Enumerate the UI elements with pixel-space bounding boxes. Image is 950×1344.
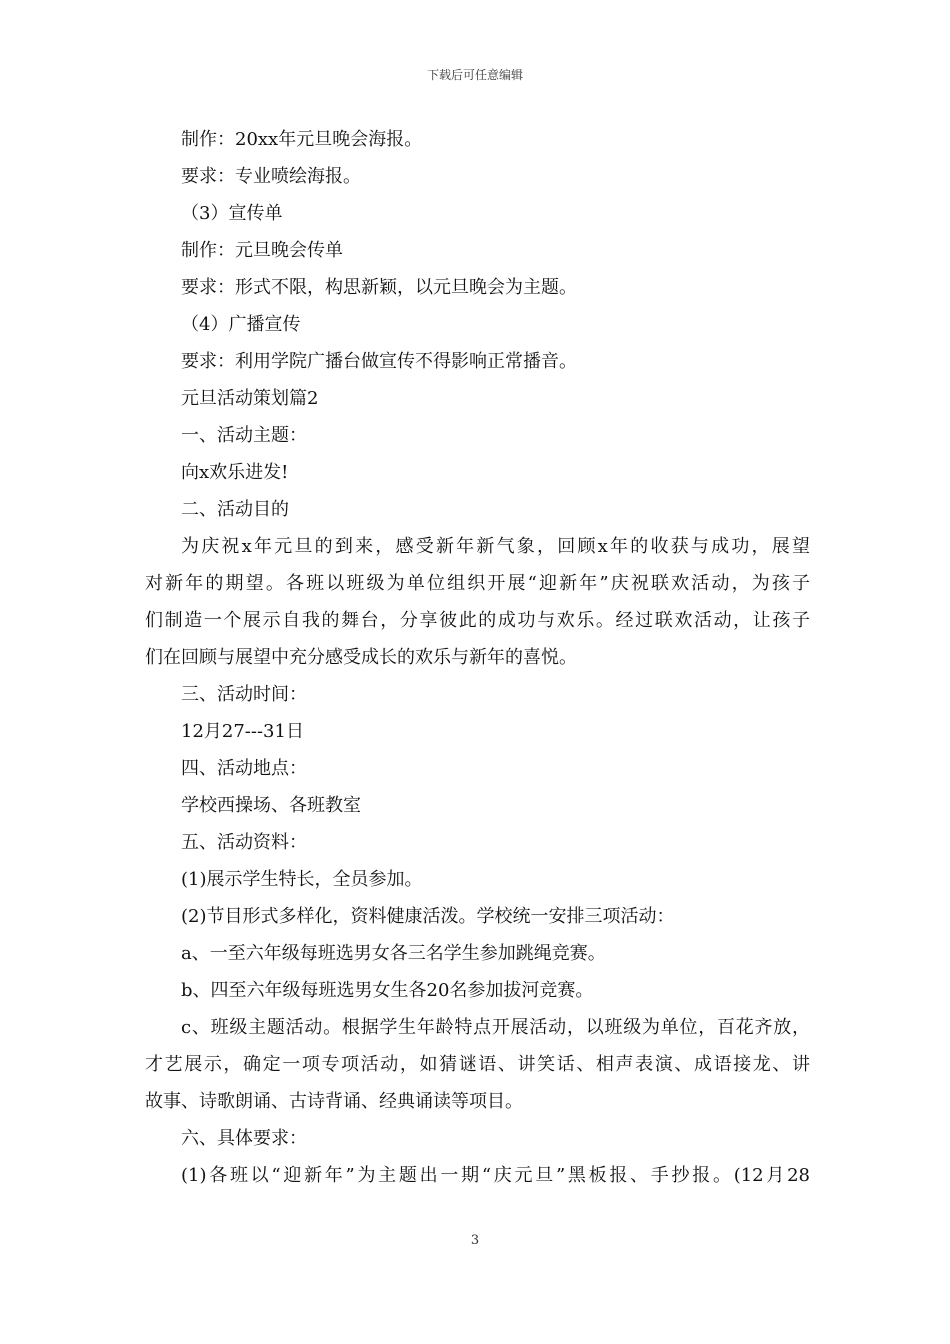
paragraph-line: 对新年的期望。各班以班级为单位组织开展“迎新年”庆祝联欢活动，为孩子	[145, 573, 810, 594]
section-heading: 二、活动目的	[181, 499, 289, 520]
text-line: a、一至六年级每班选男女各三名学生参加跳绳竞赛。	[181, 943, 606, 964]
paragraph-line: 们在回顾与展望中充分感受成长的欢乐与新年的喜悦。	[145, 647, 577, 668]
page-number: 3	[470, 1233, 480, 1248]
text-line: 制作：元旦晚会传单	[181, 240, 343, 261]
section-heading: 五、活动资料：	[181, 832, 307, 853]
document-body	[145, 121, 810, 1194]
paragraph-line: c、班级主题活动。根据学生年龄特点开展活动，以班级为单位，百花齐放，	[181, 1017, 810, 1038]
text-line: (1)展示学生特长，全员参加。	[181, 869, 423, 890]
section-heading: 六、具体要求：	[181, 1128, 307, 1149]
text-line: （4）广播宣传	[181, 314, 301, 335]
text-line: b、四至六年级每班选男女生各20名参加拔河竞赛。	[181, 980, 594, 1001]
text-line: 要求：利用学院广播台做宣传不得影响正常播音。	[181, 351, 577, 372]
page-header-note: 下载后可任意编辑	[426, 68, 523, 82]
paragraph-line: 故事、诗歌朗诵、古诗背诵、经典诵读等项目。	[145, 1091, 523, 1112]
paragraph-line: 为庆祝x年元旦的到来，感受新年新气象，回顾x年的收获与成功，展望	[181, 536, 810, 557]
section-heading: 一、活动主题：	[181, 425, 307, 446]
paragraph-line: 才艺展示，确定一项专项活动，如猜谜语、讲笑话、相声表演、成语接龙、讲	[145, 1054, 810, 1075]
text-line: (2)节目形式多样化，资料健康活泼。学校统一安排三项活动：	[181, 906, 675, 927]
paragraph-line: 们制造一个展示自我的舞台，分享彼此的成功与欢乐。经过联欢活动，让孩子	[145, 610, 810, 631]
section-heading: 四、活动地点：	[181, 758, 307, 779]
text-line: 制作：20xx年元旦晚会海报。	[181, 129, 423, 150]
text-line: 学校西操场、各班教室	[181, 795, 361, 816]
paragraph-line: (1)各班以“迎新年”为主题出一期“庆元旦”黑板报、手抄报。(12月28	[181, 1165, 810, 1186]
text-line: 向x欢乐进发!	[181, 462, 289, 483]
text-line: 12月27---31日	[181, 721, 304, 742]
section-title: 元旦活动策划篇2	[181, 388, 319, 409]
text-line: 要求：形式不限，构思新颖，以元旦晚会为主题。	[181, 277, 577, 298]
text-line: （3）宣传单	[181, 203, 283, 224]
section-heading: 三、活动时间：	[181, 684, 307, 705]
text-line: 要求：专业喷绘海报。	[181, 166, 361, 187]
